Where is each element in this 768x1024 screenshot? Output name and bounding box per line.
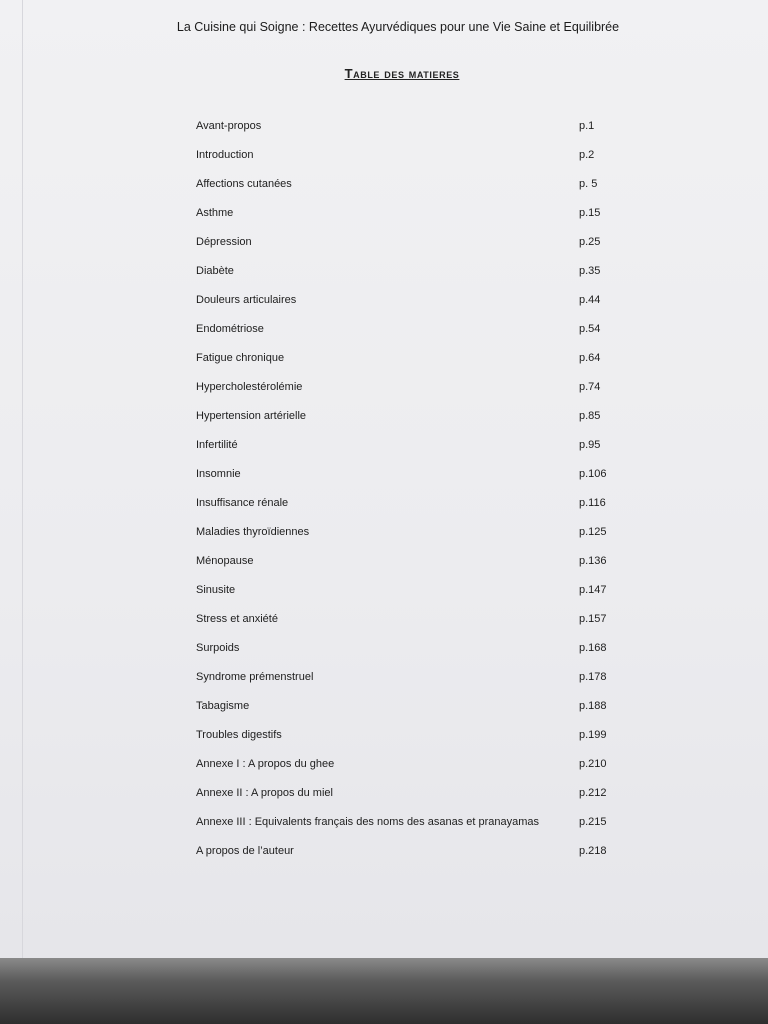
toc-entry-page: p.188: [579, 700, 607, 712]
toc-entry-page: p.1: [579, 120, 595, 132]
toc-entry-page: p.210: [579, 758, 607, 770]
toc-heading: Table des matieres: [344, 66, 460, 81]
toc-entry: [196, 117, 636, 146]
toc-list: [196, 117, 636, 871]
toc-entry: [196, 494, 636, 523]
toc-entry-page: p.74: [579, 381, 601, 393]
toc-entry: [196, 755, 636, 784]
toc-entry: [196, 639, 636, 668]
toc-entry: [196, 320, 636, 349]
toc-entry-page: p.15: [579, 207, 601, 219]
toc-entry-page: p.168: [579, 642, 607, 654]
toc-entry-label: Douleurs articulaires: [196, 294, 297, 306]
toc-entry-page: p.35: [579, 265, 601, 277]
toc-entry: [196, 523, 636, 552]
toc-entry-page: p.54: [579, 323, 601, 335]
toc-entry: [196, 581, 636, 610]
toc-entry: [196, 610, 636, 639]
toc-entry-label: Dépression: [196, 236, 252, 248]
toc-entry-page: p.25: [579, 236, 601, 248]
toc-entry-page: p.95: [579, 439, 601, 451]
toc-entry-label: Affections cutanées: [196, 178, 292, 190]
toc-entry-label: Introduction: [196, 149, 254, 161]
toc-entry: [196, 465, 636, 494]
toc-entry-label: Insuffisance rénale: [196, 497, 289, 509]
toc-entry-label: Annexe III : Equivalents français des noms des asanas et pranayamas: [196, 816, 540, 828]
toc-entry-label: Hypercholestérolémie: [196, 381, 303, 393]
toc-entry: [196, 726, 636, 755]
toc-entry: [196, 407, 636, 436]
toc-entry-label: Ménopause: [196, 555, 254, 567]
toc-entry-page: p.125: [579, 526, 607, 538]
scanner-background: [0, 958, 768, 1024]
toc-entry-page: p.157: [579, 613, 607, 625]
toc-entry: [196, 784, 636, 813]
toc-entry: [196, 378, 636, 407]
toc-entry-page: p.178: [579, 671, 607, 683]
toc-entry-label: Endométriose: [196, 323, 264, 335]
toc-entry-label: Stress et anxiété: [196, 613, 278, 625]
toc-entry: [196, 697, 636, 726]
toc-entry: [196, 175, 636, 204]
toc-entry-label: Fatigue chronique: [196, 352, 285, 364]
toc-entry-label: Maladies thyroïdiennes: [196, 526, 310, 538]
toc-entry-label: Infertilité: [196, 439, 238, 451]
toc-entry-page: p. 5: [579, 178, 598, 190]
toc-entry: [196, 842, 636, 871]
toc-entry: [196, 552, 636, 581]
toc-entry-label: Tabagisme: [196, 700, 250, 712]
toc-entry-label: Insomnie: [196, 468, 241, 480]
toc-entry-label: Troubles digestifs: [196, 729, 282, 741]
toc-entry: [196, 146, 636, 175]
toc-entry-label: Diabète: [196, 265, 234, 277]
toc-entry-page: p.136: [579, 555, 607, 567]
toc-entry: [196, 262, 636, 291]
toc-entry: [196, 813, 636, 842]
toc-entry-label: Annexe II : A propos du miel: [196, 787, 333, 799]
toc-entry: [196, 668, 636, 697]
toc-entry-label: Sinusite: [196, 584, 236, 596]
toc-entry-page: p.106: [579, 468, 607, 480]
toc-entry-page: p.215: [579, 816, 607, 828]
book-title: La Cuisine qui Soigne : Recettes Ayurvédiques pour une Vie Saine et Equilibrée: [176, 20, 620, 34]
toc-entry-label: Syndrome prémenstruel: [196, 671, 314, 683]
toc-entry: [196, 204, 636, 233]
toc-entry-page: p.85: [579, 410, 601, 422]
toc-entry-label: Asthme: [196, 207, 234, 219]
toc-entry-page: p.199: [579, 729, 607, 741]
toc-entry: [196, 436, 636, 465]
toc-entry-page: p.2: [579, 149, 595, 161]
toc-entry: [196, 233, 636, 262]
toc-entry-page: p.212: [579, 787, 607, 799]
toc-entry-page: p.64: [579, 352, 601, 364]
toc-entry-page: p.116: [579, 497, 606, 509]
toc-entry: [196, 349, 636, 378]
toc-entry-label: Annexe I : A propos du ghee: [196, 758, 335, 770]
toc-entry-label: Surpoids: [196, 642, 240, 654]
toc-entry-page: p.147: [579, 584, 607, 596]
page-edge-line: [22, 0, 23, 958]
toc-entry-page: p.218: [579, 845, 607, 857]
toc-entry-label: A propos de l’auteur: [196, 845, 294, 857]
toc-entry: [196, 291, 636, 320]
toc-entry-label: Avant-propos: [196, 120, 262, 132]
toc-entry-page: p.44: [579, 294, 601, 306]
toc-entry-label: Hypertension artérielle: [196, 410, 307, 422]
